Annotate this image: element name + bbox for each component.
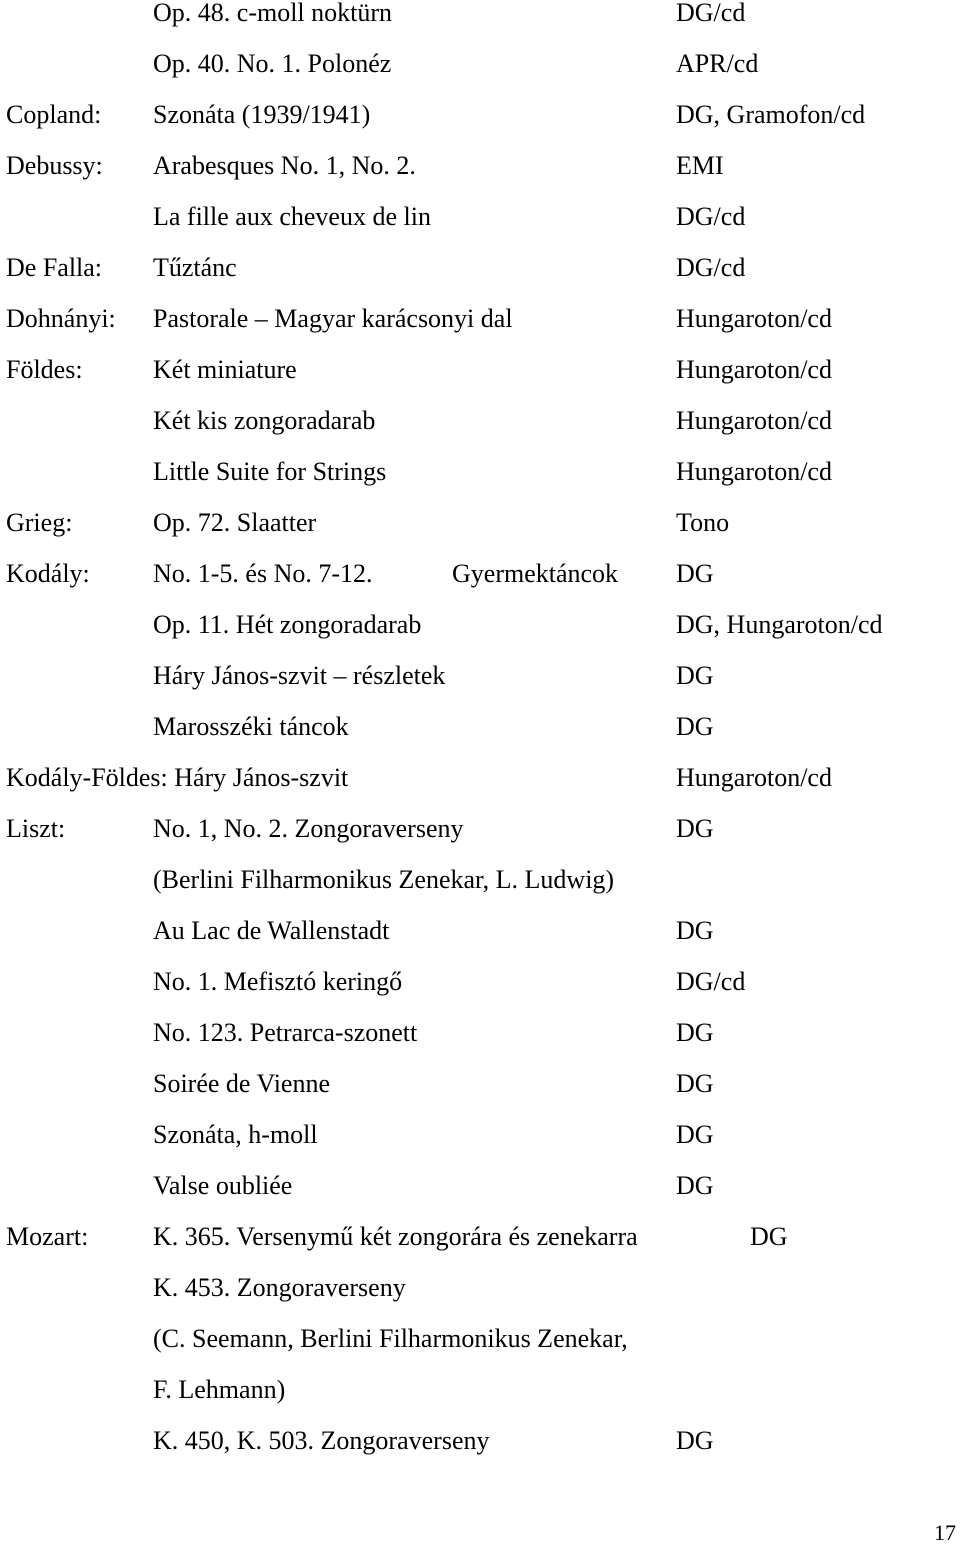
- list-item: [0, 1326, 960, 1362]
- work-title: K. 365. Versenymű két zongorára és zenekarra: [153, 1222, 638, 1251]
- record-label: DG/cd: [676, 253, 746, 282]
- work-title: Háry János-szvit – részletek: [153, 661, 446, 690]
- composer-name: Mozart:: [6, 1222, 89, 1251]
- work-title: Au Lac de Wallenstadt: [153, 916, 390, 945]
- record-label: DG: [676, 1171, 714, 1200]
- record-label: DG: [676, 712, 714, 741]
- list-item: [0, 867, 960, 903]
- record-label: DG: [676, 1426, 714, 1455]
- list-item: [0, 714, 960, 750]
- work-title: No. 1. Mefisztó keringő: [153, 967, 403, 996]
- list-item: [0, 510, 960, 546]
- composer-name: Kodály:: [6, 559, 90, 588]
- work-title: No. 1, No. 2. Zongoraverseny: [153, 814, 464, 843]
- work-title: La fille aux cheveux de lin: [153, 202, 431, 231]
- list-item: [0, 1377, 960, 1413]
- composer-name: Kodály-Földes: Háry János-szvit: [6, 763, 349, 792]
- list-item: [0, 102, 960, 138]
- list-item: [0, 51, 960, 87]
- composer-name: Dohnányi:: [6, 304, 116, 333]
- list-item: [0, 204, 960, 240]
- work-title: Op. 40. No. 1. Polonéz: [153, 49, 392, 78]
- list-item: [0, 918, 960, 954]
- list-item: [0, 969, 960, 1005]
- list-item: [0, 765, 960, 801]
- record-label: APR/cd: [676, 49, 759, 78]
- work-title-extra: Gyermektáncok: [452, 559, 619, 588]
- list-item: [0, 0, 960, 36]
- work-note: (Berlini Filharmonikus Zenekar, L. Ludwig): [153, 865, 615, 894]
- list-item: [0, 153, 960, 189]
- composer-name: Debussy:: [6, 151, 103, 180]
- list-item: [0, 1224, 960, 1260]
- work-note: (C. Seemann, Berlini Filharmonikus Zenekar,: [153, 1324, 628, 1353]
- list-item: [0, 459, 960, 495]
- work-title: Soirée de Vienne: [153, 1069, 331, 1098]
- list-item: [0, 1020, 960, 1056]
- work-title: Marosszéki táncok: [153, 712, 349, 741]
- list-item: [0, 1428, 960, 1464]
- work-title: No. 1-5. és No. 7-12.: [153, 559, 373, 588]
- record-label: DG, Gramofon/cd: [676, 100, 866, 129]
- page-number: 17: [934, 1520, 956, 1545]
- work-title: K. 450, K. 503. Zongoraverseny: [153, 1426, 490, 1455]
- composer-name: Grieg:: [6, 508, 73, 537]
- work-title: Valse oubliée: [153, 1171, 293, 1200]
- list-item: [0, 255, 960, 291]
- record-label: Hungaroton/cd: [676, 457, 832, 486]
- work-title: Little Suite for Strings: [153, 457, 387, 486]
- record-label: DG: [750, 1222, 788, 1251]
- record-label: DG/cd: [676, 967, 746, 996]
- record-label: Hungaroton/cd: [676, 763, 832, 792]
- record-label: DG, Hungaroton/cd: [676, 610, 883, 639]
- record-label: DG/cd: [676, 0, 746, 27]
- list-item: [0, 1071, 960, 1107]
- record-label: DG/cd: [676, 202, 746, 231]
- list-item: [0, 612, 960, 648]
- work-title: Szonáta, h-moll: [153, 1120, 318, 1149]
- list-item: [0, 561, 960, 597]
- work-title: Szonáta (1939/1941): [153, 100, 371, 129]
- work-title: Op. 72. Slaatter: [153, 508, 317, 537]
- work-title: Két kis zongoradarab: [153, 406, 376, 435]
- list-item: [0, 816, 960, 852]
- work-title: Pastorale – Magyar karácsonyi dal: [153, 304, 513, 333]
- record-label: Hungaroton/cd: [676, 304, 832, 333]
- record-label: DG: [676, 1069, 714, 1098]
- record-label: Tono: [676, 508, 730, 537]
- work-title: Tűztánc: [153, 253, 237, 282]
- composer-name: Copland:: [6, 100, 102, 129]
- work-title: No. 123. Petrarca-szonett: [153, 1018, 418, 1047]
- work-title: Op. 11. Hét zongoradarab: [153, 610, 422, 639]
- record-label: DG: [676, 661, 714, 690]
- list-item: [0, 306, 960, 342]
- record-label: DG: [676, 1018, 714, 1047]
- record-label: DG: [676, 814, 714, 843]
- list-item: [0, 357, 960, 393]
- composer-name: De Falla:: [6, 253, 103, 282]
- list-item: [0, 1122, 960, 1158]
- work-title: Két miniature: [153, 355, 297, 384]
- list-item: [0, 1275, 960, 1311]
- work-title: Op. 48. c-moll noktürn: [153, 0, 393, 27]
- record-label: Hungaroton/cd: [676, 406, 832, 435]
- list-item: [0, 1173, 960, 1209]
- record-label: Hungaroton/cd: [676, 355, 832, 384]
- record-label: DG: [676, 559, 714, 588]
- record-label: DG: [676, 916, 714, 945]
- list-item: [0, 663, 960, 699]
- work-title: Arabesques No. 1, No. 2.: [153, 151, 416, 180]
- record-label: EMI: [676, 151, 724, 180]
- list-item: [0, 408, 960, 444]
- work-note: F. Lehmann): [153, 1375, 286, 1404]
- record-label: DG: [676, 1120, 714, 1149]
- work-title: K. 453. Zongoraverseny: [153, 1273, 406, 1302]
- composer-name: Liszt:: [6, 814, 66, 843]
- composer-name: Földes:: [6, 355, 83, 384]
